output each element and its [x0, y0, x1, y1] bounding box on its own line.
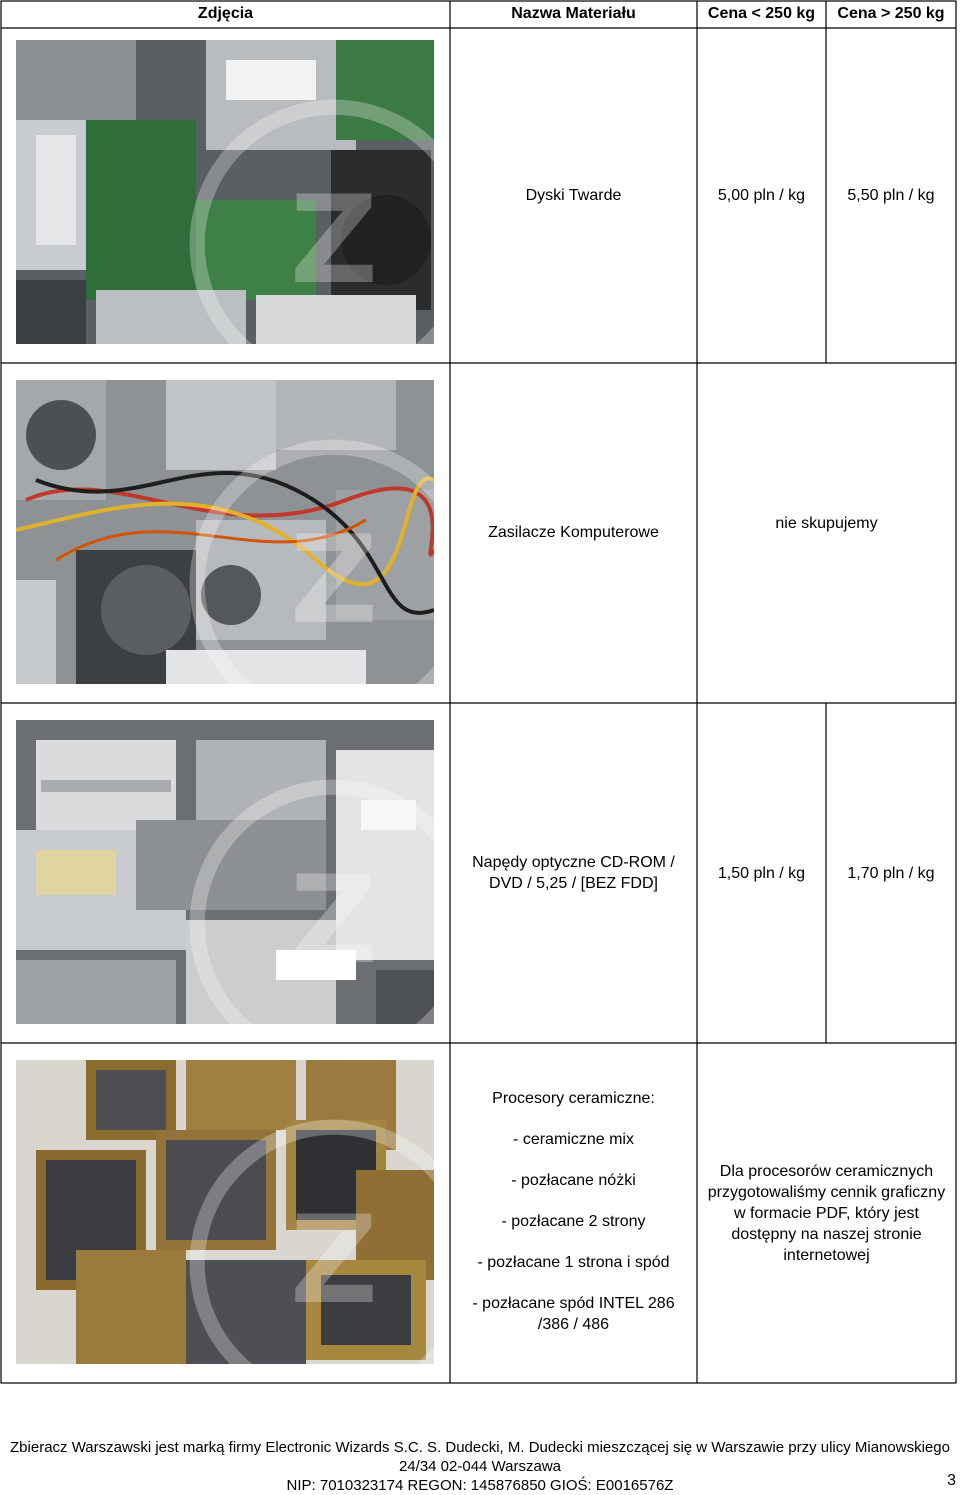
material-name-line: Napędy optyczne CD-ROM / — [472, 854, 675, 871]
material-name — [450, 703, 697, 1043]
price-note: Dla procesorów ceramicznych przygotowaliśmy cennik graficzny w formacie PDF, który jest dostępny na naszej stronie internetowej — [707, 1162, 946, 1264]
material-name-text: Zasilacze Komputerowe — [488, 523, 659, 541]
ceramic-processors-photo — [16, 1060, 434, 1364]
material-name — [450, 363, 697, 703]
svg-text:Z: Z — [289, 1189, 379, 1331]
svg-text:Z: Z — [289, 849, 379, 991]
watermark-icon — [125, 1112, 434, 1364]
price-low: 1,50 pln / kg — [717, 864, 806, 882]
watermark-icon — [125, 772, 434, 1024]
material-name-list — [450, 1078, 697, 1346]
watermark-icon — [125, 92, 434, 344]
power-supplies-photo — [16, 380, 434, 684]
footer-registry-line: NIP: 7010323174 REGON: 145876850 GIOŚ: E0016576Z — [286, 1477, 674, 1494]
price-high: 5,50 pln / kg — [847, 187, 935, 204]
material-name-line: Procesory ceramiczne: — [492, 1090, 655, 1107]
hard-drives-photo — [16, 40, 434, 344]
material-name-line: - ceramiczne mix — [513, 1131, 634, 1148]
material-name: Dyski Twarde — [525, 187, 622, 204]
material-name-line: - pozłacane 2 strony — [501, 1213, 646, 1230]
header-price-high: Cena > 250 kg — [837, 5, 945, 22]
material-name-line: - pozłacane 1 strona i spód — [477, 1254, 670, 1271]
footer-company-line: Zbieracz Warszawski jest marką firmy Electronic Wizards S.C. S. Dudecki, M. Dudecki mieszczącej się w Warszawie przy ulicy Mianowskiego — [10, 1439, 950, 1456]
watermark-icon — [125, 432, 434, 684]
price-low: 5,00 pln / kg — [717, 187, 806, 204]
header-price-low: Cena < 250 kg — [707, 5, 816, 22]
optical-drives-photo — [16, 720, 434, 1024]
material-name-line: - pozłacane spód INTEL 286 /386 / 486 — [472, 1295, 675, 1333]
header-material-name: Nazwa Materiału — [511, 5, 636, 22]
price-merged: nie skupujemy — [775, 514, 878, 532]
material-name-line: - pozłacane nóżki — [511, 1172, 636, 1189]
footer-address-line: 24/34 02-044 Warszawa — [398, 1458, 562, 1475]
page-number: 3 — [947, 1472, 956, 1489]
material-name-line: DVD / 5,25 / [BEZ FDD] — [489, 875, 658, 892]
header-photos: Zdjęcia — [197, 5, 254, 22]
price-high: 1,70 pln / kg — [847, 864, 935, 882]
svg-text:Z: Z — [289, 509, 379, 651]
svg-text:Z: Z — [289, 169, 379, 311]
